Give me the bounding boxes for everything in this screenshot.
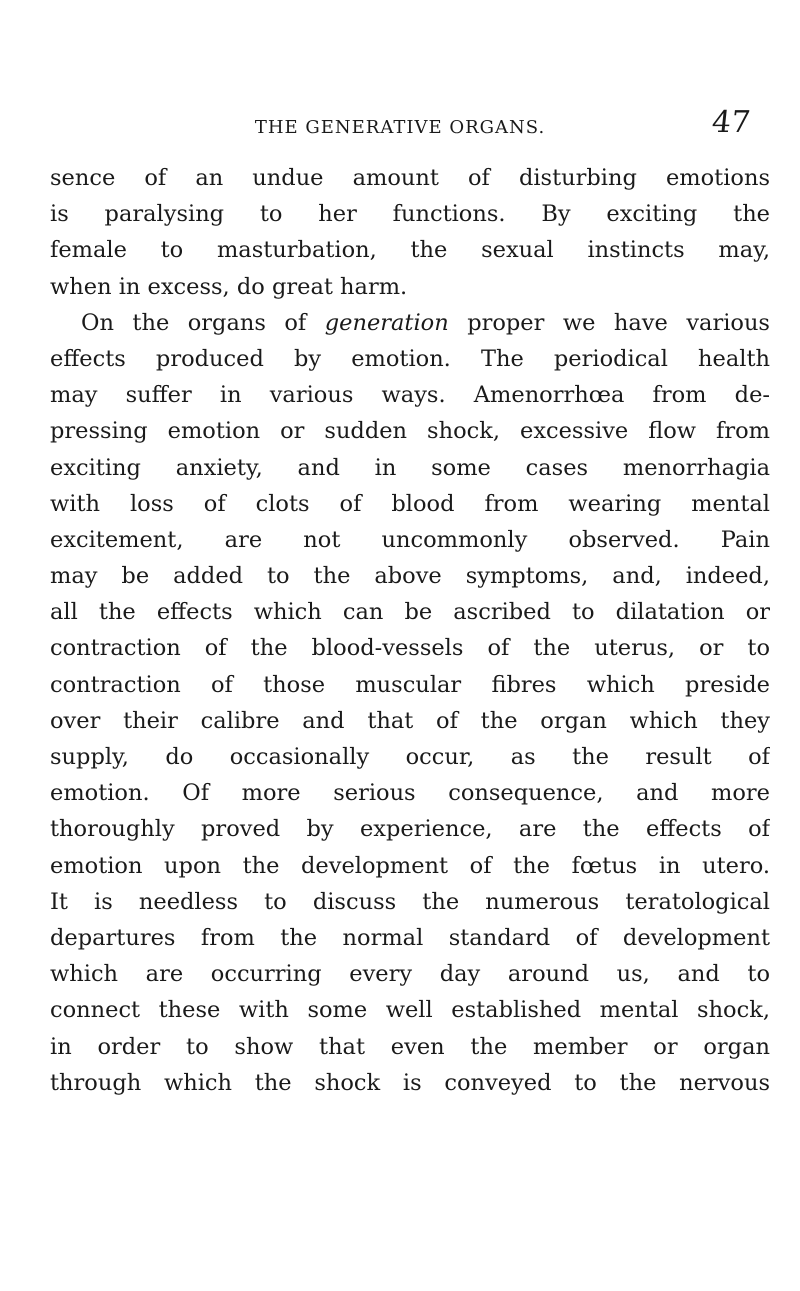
text-line: when in excess, do great harm.	[50, 273, 408, 300]
text-line: connect these with some well established mental shock,	[50, 997, 770, 1024]
text-line: over their calibre and that of the organ which they	[50, 707, 770, 734]
text-line: may be added to the above symptoms, and, indeed,	[50, 563, 770, 590]
text-segment: On the organs of	[81, 309, 325, 336]
text-line: sence of an undue amount of disturbing emotions	[50, 165, 770, 191]
text-line: emotion. Of more serious consequence, and more	[50, 780, 770, 807]
text-line: with loss of clots of blood from wearing mental	[50, 490, 770, 517]
text-line: departures from the normal standard of development	[50, 924, 770, 951]
running-head	[0, 105, 800, 143]
text-line: exciting anxiety, and in some cases menorrhagia	[50, 454, 770, 481]
text-line: all the effects which can be ascribed to dilatation or	[50, 599, 770, 626]
text-line: may suffer in various ways. Amenorrhœa from de-	[50, 382, 770, 409]
emphasized-term: generation	[324, 309, 449, 336]
text-line: contraction of those muscular fibres which preside	[50, 671, 770, 698]
text-line: pressing emotion or sudden shock, excessive flow from	[50, 418, 770, 445]
text-line: female to masturbation, the sexual instincts may,	[50, 237, 770, 264]
text-line: effects produced by emotion. The periodical health	[50, 345, 770, 372]
running-title: THE GENERATIVE ORGANS.	[254, 117, 546, 138]
text-line: thoroughly proved by experience, are the effects of	[50, 816, 770, 843]
text-line: contraction of the blood-vessels of the uterus, or to	[50, 635, 770, 662]
text-line: excitement, are not uncommonly observed. Pain	[50, 526, 770, 553]
text-line: which are occurring every day around us, and to	[50, 961, 770, 988]
text-line: supply, do occasionally occur, as the result of	[50, 744, 770, 770]
text-line: in order to show that even the member or organ	[50, 1033, 770, 1060]
text-line: It is needless to discuss the numerous teratological	[50, 888, 770, 915]
text-line: through which the shock is conveyed to the nervous	[50, 1069, 770, 1096]
text-segment: proper we have various	[448, 309, 770, 336]
body-text	[50, 160, 770, 1101]
page-number: 47	[710, 105, 752, 140]
text-line: emotion upon the development of the fœtus in utero.	[50, 852, 770, 879]
text-line: is paralysing to her functions. By exciting the	[50, 201, 770, 228]
text-line-paragraph-start	[50, 305, 770, 341]
